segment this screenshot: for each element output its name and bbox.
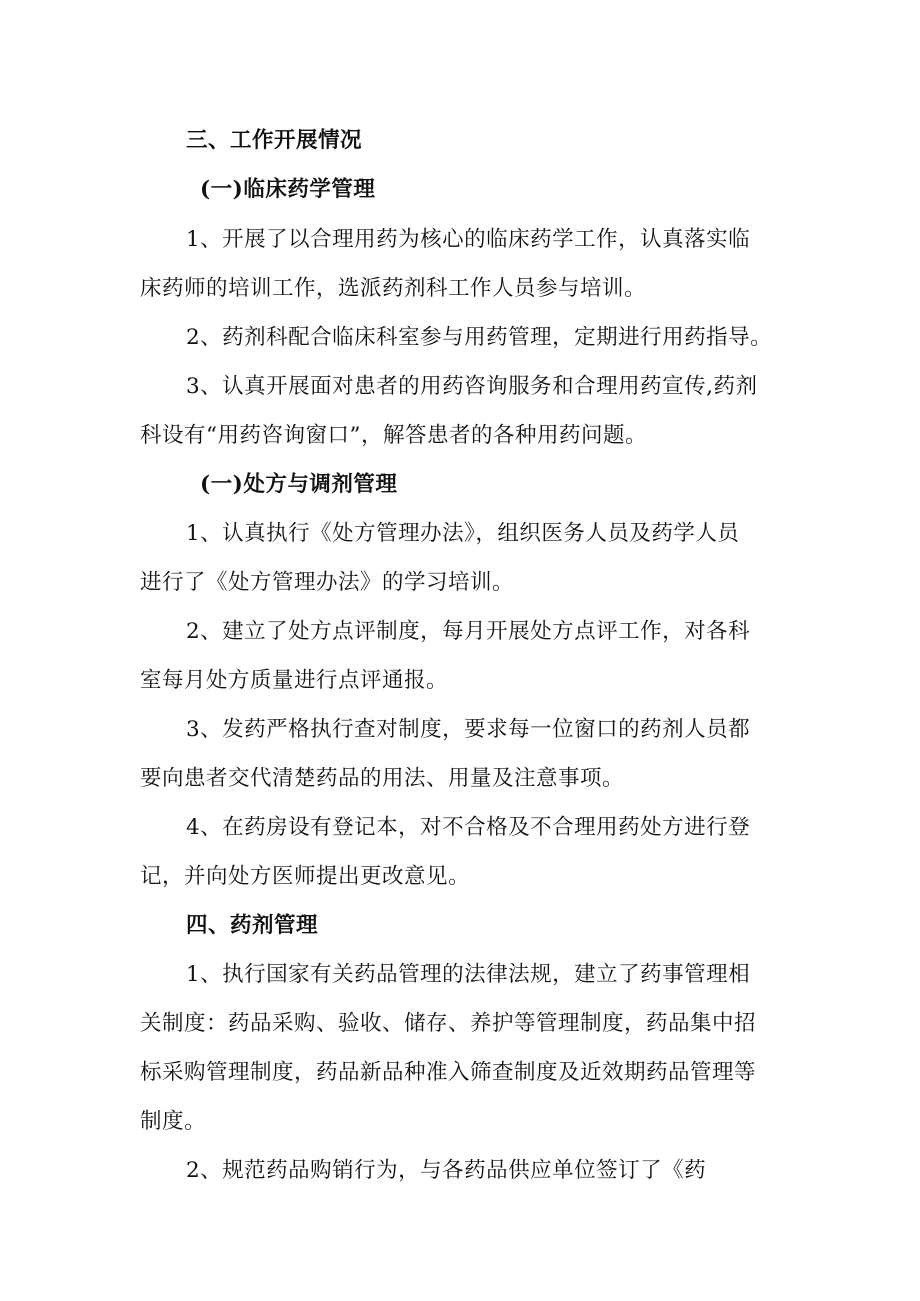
paragraph-3-line-2: 科设有“用药咨询窗口”，解答患者的各种用药问题。	[140, 423, 647, 448]
paragraph-8-line-1: 1、执行国家有关药品管理的法律法规，建立了药事管理相	[186, 962, 751, 987]
paragraph-4-line-1: 1、认真执行《处方管理办法》，组织医务人员及药学人员	[186, 521, 740, 546]
paragraph-7-line-2: 记，并向处方医师提出更改意见。	[140, 864, 471, 889]
paragraph-6-line-2: 要向患者交代清楚药品的用法、用量及注意事项。	[140, 766, 625, 791]
paragraph-8-line-2: 关制度：药品采购、验收、储存、养护等管理制度，药品集中招	[140, 1011, 757, 1036]
paragraph-3-line-1: 3、认真开展面对患者的用药咨询服务和合理用药宣传,药剂	[186, 374, 758, 399]
subsection-heading-prescription: (一)处方与调剂管理	[200, 472, 398, 497]
paragraph-1-line-1: 1、开展了以合理用药为核心的临床药学工作，认真落实临	[186, 227, 751, 252]
paragraph-8-line-3: 标采购管理制度，药品新品种准入筛查制度及近效期药品管理等	[140, 1060, 757, 1085]
paragraph-2-line-1: 2、药剂科配合临床科室参与用药管理，定期进行用药指导。	[186, 325, 773, 350]
paragraph-5-line-2: 室每月处方质量进行点评通报。	[140, 668, 449, 693]
paragraph-5-line-1: 2、建立了处方点评制度，每月开展处方点评工作，对各科	[186, 619, 751, 644]
subsection-heading-clinical-pharmacy: (一)临床药学管理	[200, 177, 376, 202]
paragraph-9-line-1: 2、规范药品购销行为，与各药品供应单位签订了《药	[186, 1158, 707, 1183]
section-heading-3: 三、工作开展情况	[186, 128, 363, 153]
paragraph-7-line-1: 4、在药房设有登记本，对不合格及不合理用药处方进行登	[186, 815, 751, 840]
paragraph-6-line-1: 3、发药严格执行查对制度，要求每一位窗口的药剂人员都	[186, 717, 751, 742]
paragraph-4-line-2: 进行了《处方管理办法》的学习培训。	[140, 570, 515, 595]
section-heading-4: 四、药剂管理	[186, 913, 319, 938]
paragraph-1-line-2: 床药师的培训工作，选派药剂科工作人员参与培训。	[140, 276, 647, 301]
paragraph-8-line-4: 制度。	[140, 1109, 207, 1134]
